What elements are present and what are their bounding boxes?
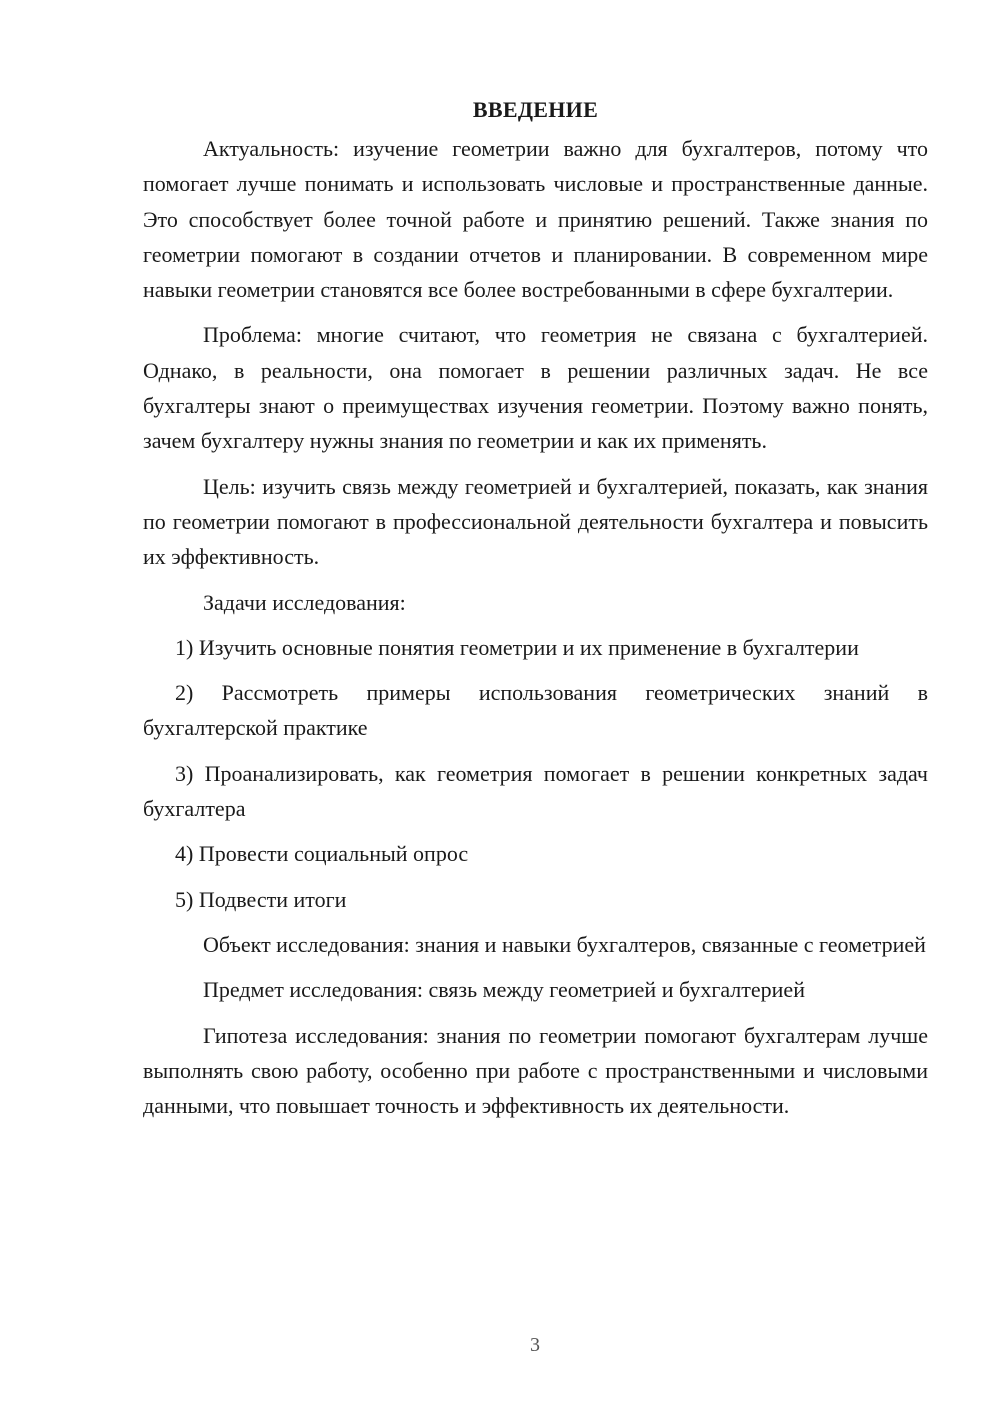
subject-paragraph: Предмет исследования: связь между геометрией и бухгалтерией — [203, 977, 805, 1003]
task-item-2: 2) Рассмотреть примеры использования геометрических знаний в бухгалтерской практике — [143, 680, 928, 741]
page-number: 3 — [530, 1334, 540, 1356]
section-heading: ВВЕДЕНИЕ — [472, 97, 599, 122]
document-page — [143, 92, 928, 1133]
hypothesis-paragraph: Гипотеза исследования: знания по геометрии помогают бухгалтерам лучше выполнять свою работу, особенно при работе с пространственными и числовыми данными, что повышает точность и эффективность их деятельности. — [143, 1022, 928, 1119]
task-item-4: 4) Провести социальный опрос — [175, 841, 469, 867]
relevance-paragraph: Актуальность: изучение геометрии важно для бухгалтеров, потому что помогает лучше понимать и использовать числовые и пространственные данные. Это способствует более точной работе и принятию решений. Также знания по геометрии помогают в создании отчетов и планировании. В современном мире навыки геометрии становятся все более востребованными в сфере бухгалтерии. — [143, 136, 928, 303]
problem-paragraph: Проблема: многие считают, что геометрия не связана с бухгалтерией. Однако, в реальности, она помогает в решении различных задач. Не все бухгалтеры знают о преимуществах изучения геометрии. Поэтому важно понять, зачем бухгалтеру нужны знания по геометрии и как их применять. — [143, 322, 928, 454]
tasks-title: Задачи исследования: — [203, 589, 406, 615]
task-item-3: 3) Проанализировать, как геометрия помогает в решении конкретных задач бухгалтера — [143, 760, 928, 822]
task-item-5: 5) Подвести итоги — [175, 886, 347, 912]
object-paragraph: Объект исследования: знания и навыки бухгалтеров, связанные с геометрией — [203, 931, 926, 957]
goal-paragraph: Цель: изучить связь между геометрией и бухгалтерией, показать, как знания по геометрии помогают в профессиональной деятельности бухгалтера и повысить их эффективность. — [143, 473, 928, 570]
task-item-1: 1) Изучить основные понятия геометрии и их применение в бухгалтерии — [175, 634, 859, 660]
